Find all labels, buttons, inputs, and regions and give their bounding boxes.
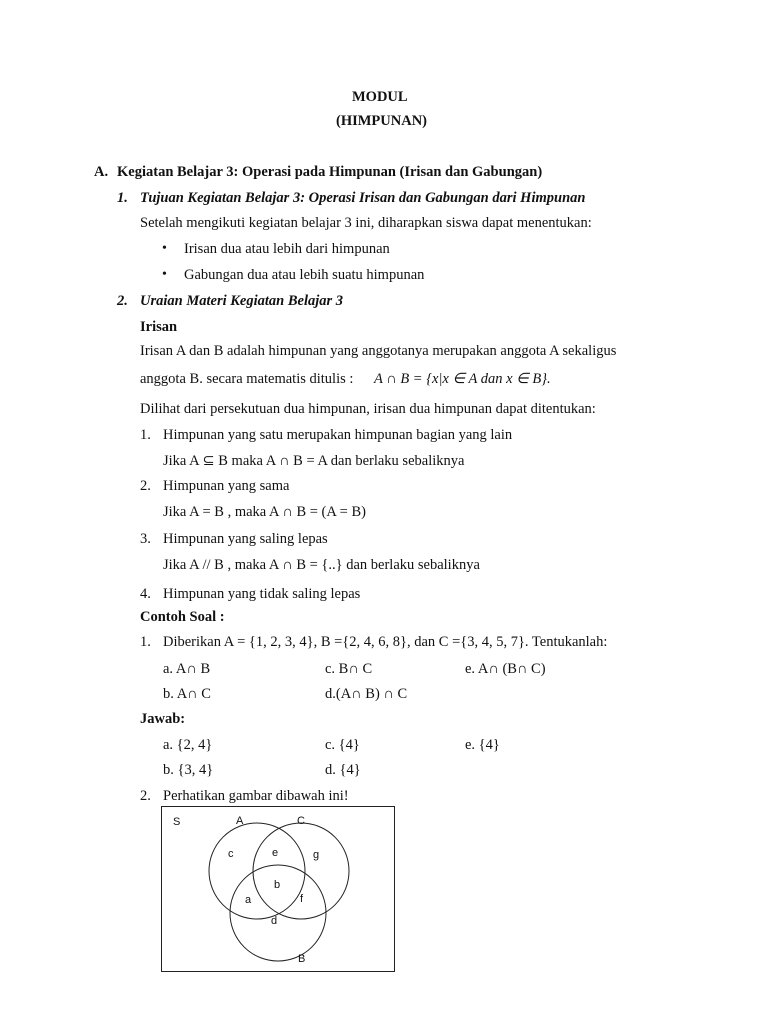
question-number: 2. bbox=[140, 788, 151, 804]
label-region-b: b bbox=[274, 879, 281, 891]
answer-e: e. {4} bbox=[465, 737, 500, 753]
question-number: 1. bbox=[140, 634, 151, 650]
label-region-f: f bbox=[300, 893, 304, 905]
question-item-c: c. B∩ C bbox=[325, 661, 373, 677]
case-number: 3. bbox=[140, 531, 151, 547]
tujuan-heading: Tujuan Kegiatan Belajar 3: Operasi Irisan dan Gabungan dari Himpunan bbox=[140, 190, 586, 206]
irisan-paragraph-line-2: anggota B. secara matematis ditulis : bbox=[140, 371, 354, 387]
question-item-e: e. A∩ (B∩ C) bbox=[465, 661, 546, 677]
label-region-g: g bbox=[313, 849, 320, 861]
uraian-heading: Uraian Materi Kegiatan Belajar 3 bbox=[140, 293, 344, 309]
answer-b: b. {3, 4} bbox=[163, 762, 214, 778]
irisan-paragraph-line-1: Irisan A dan B adalah himpunan yang anggotanya merupakan anggota A sekaligus bbox=[140, 343, 617, 359]
answer-a: a. {2, 4} bbox=[163, 737, 213, 753]
case-number: 1. bbox=[140, 427, 151, 443]
label-region-e: e bbox=[272, 847, 279, 859]
question-text: Perhatikan gambar dibawah ini! bbox=[163, 788, 349, 804]
tujuan-intro: Setelah mengikuti kegiatan belajar 3 ini, diharapkan siswa dapat menentukan: bbox=[140, 215, 592, 231]
label-b: B bbox=[298, 953, 306, 965]
case-text: Himpunan yang sama bbox=[163, 478, 290, 494]
label-region-a: a bbox=[245, 894, 252, 906]
jawab-title: Jawab: bbox=[140, 711, 186, 727]
section-a-heading: Kegiatan Belajar 3: Operasi pada Himpunan (Irisan dan Gabungan) bbox=[117, 164, 543, 180]
case-text: Himpunan yang satu merupakan himpunan bagian yang lain bbox=[163, 427, 513, 443]
label-a: A bbox=[236, 815, 244, 827]
tujuan-bullet: • Irisan dua atau lebih dari himpunan bbox=[184, 240, 390, 258]
irisan-title: Irisan bbox=[140, 319, 178, 335]
circle-a bbox=[209, 823, 305, 919]
question-item-a: a. A∩ B bbox=[163, 661, 211, 677]
case-detail: Jika A ⊆ B maka A ∩ B = A dan berlaku sebaliknya bbox=[163, 453, 465, 469]
venn-diagram bbox=[161, 806, 395, 972]
case-text: Himpunan yang tidak saling lepas bbox=[163, 586, 361, 602]
label-s: S bbox=[173, 816, 181, 828]
irisan-paragraph-2: Dilihat dari persekutuan dua himpunan, irisan dua himpunan dapat ditentukan: bbox=[140, 401, 596, 417]
question-item-b: b. A∩ C bbox=[163, 686, 211, 702]
label-region-d: d bbox=[271, 915, 278, 927]
case-detail: Jika A // B , maka A ∩ B = {..} dan berlaku sebaliknya bbox=[163, 557, 480, 573]
irisan-formula: A ∩ B = {x|x ∈ A dan x ∈ B}. bbox=[374, 371, 551, 387]
answer-c: c. {4} bbox=[325, 737, 360, 753]
section-a-marker: A. bbox=[94, 164, 109, 180]
contoh-soal-title: Contoh Soal : bbox=[140, 609, 225, 625]
tujuan-bullet: • Gabungan dua atau lebih suatu himpunan bbox=[184, 266, 424, 284]
tujuan-number: 1. bbox=[117, 190, 128, 206]
uraian-number: 2. bbox=[117, 293, 128, 309]
case-text: Himpunan yang saling lepas bbox=[163, 531, 328, 547]
case-number: 2. bbox=[140, 478, 151, 494]
answer-d: d. {4} bbox=[325, 762, 361, 778]
case-number: 4. bbox=[140, 586, 151, 602]
case-detail: Jika A = B , maka A ∩ B = (A = B) bbox=[163, 504, 366, 520]
label-c: C bbox=[297, 815, 305, 827]
module-subtitle: (HIMPUNAN) bbox=[336, 113, 428, 129]
label-region-c: c bbox=[228, 848, 234, 860]
question-text: Diberikan A = {1, 2, 3, 4}, B ={2, 4, 6, 8}, dan C ={3, 4, 5, 7}. Tentukanlah: bbox=[163, 634, 608, 650]
question-item-d: d.(A∩ B) ∩ C bbox=[325, 686, 408, 702]
module-title: MODUL bbox=[352, 89, 408, 105]
